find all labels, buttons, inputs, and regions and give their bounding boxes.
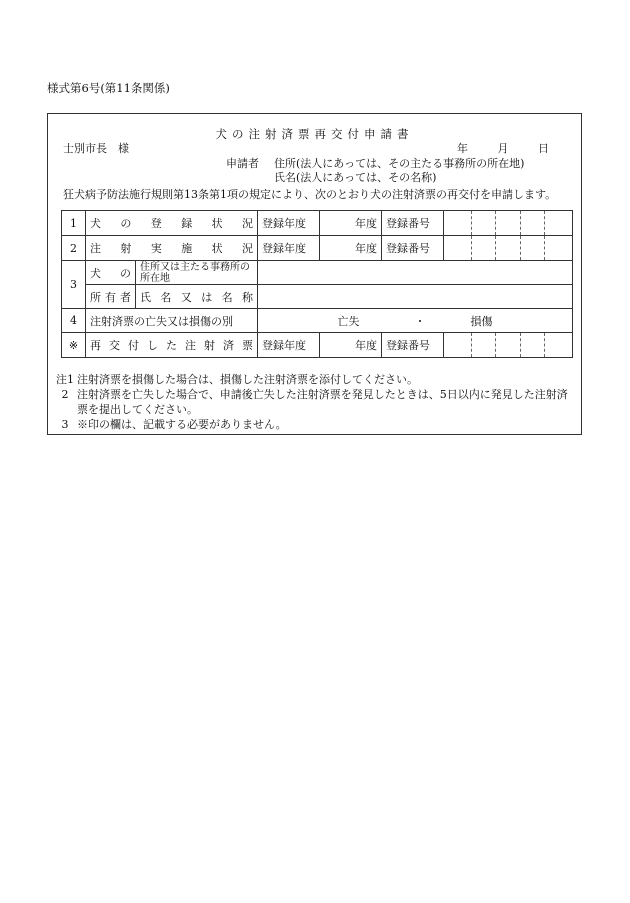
- application-form: [47, 113, 582, 435]
- fiscal-year-field[interactable]: 年度: [320, 333, 382, 358]
- note-item: 注1 注射済票を損傷した場合は、損傷した注射済票を添付してください。: [56, 373, 418, 386]
- application-table: [61, 210, 573, 358]
- date-field[interactable]: [431, 140, 549, 156]
- row-number: ※: [62, 333, 86, 358]
- registration-number-label: 登録番号: [382, 236, 444, 261]
- table-row: [62, 211, 573, 236]
- row-number: 3: [62, 261, 86, 309]
- option-separator: ・: [414, 314, 426, 328]
- owner-group-label-2: 所有者: [86, 285, 136, 309]
- notes: [53, 372, 578, 432]
- table-row: [62, 333, 573, 358]
- applicant-label: 申請者: [226, 157, 259, 170]
- owner-name-field[interactable]: [258, 285, 573, 309]
- registration-number-field[interactable]: [444, 333, 573, 358]
- year-label: 年: [457, 142, 468, 155]
- option-lost[interactable]: 亡失: [337, 314, 360, 328]
- owner-name-label: 氏名又は名称: [136, 285, 258, 309]
- fiscal-year-field[interactable]: 年度: [320, 236, 382, 261]
- injection-status-label: 注射実施状況: [86, 236, 258, 261]
- registration-number-field[interactable]: [444, 236, 573, 261]
- owner-group-label-1: 犬の: [86, 261, 136, 285]
- addressee: 士別市長 様: [63, 142, 129, 155]
- registration-year-label: 登録年度: [258, 333, 320, 358]
- applicant-address-label[interactable]: 住所(法人にあっては、その主たる事務所の所在地): [274, 157, 525, 170]
- applicant-name-label[interactable]: 氏名(法人にあっては、その名称): [274, 171, 437, 184]
- registration-year-label: 登録年度: [258, 211, 320, 236]
- row-number: 2: [62, 236, 86, 261]
- registration-number-label: 登録番号: [382, 333, 444, 358]
- option-damaged[interactable]: 損傷: [470, 314, 493, 328]
- table-row: [62, 309, 573, 333]
- table-row: [62, 285, 573, 309]
- dog-registration-label: 犬の登録状況: [86, 211, 258, 236]
- table-row: [62, 261, 573, 285]
- note-item: 2 注射済票を亡失した場合で、申請後亡失した注射済票を発見したときは、5日以内に発見した注射済票を提出してください。: [61, 388, 568, 416]
- month-label: 月: [497, 142, 509, 155]
- row-number: 4: [62, 309, 86, 333]
- loss-damage-label: 注射済票の亡失又は損傷の別: [86, 309, 258, 333]
- owner-address-field[interactable]: [258, 261, 573, 285]
- applicant-block: [226, 157, 524, 185]
- registration-year-label: 登録年度: [258, 236, 320, 261]
- registration-number-field[interactable]: [444, 211, 573, 236]
- reissued-tag-label: 再交付した注射済票: [86, 333, 258, 358]
- registration-number-label: 登録番号: [382, 211, 444, 236]
- owner-address-label: 住所又は主たる事務所の所在地: [136, 261, 258, 285]
- row-number: 1: [62, 211, 86, 236]
- form-title: 犬の注射済票再交付申請書: [215, 127, 414, 141]
- day-label: 日: [538, 142, 549, 155]
- fiscal-year-field[interactable]: 年度: [320, 211, 382, 236]
- intro-text: 狂犬病予防法施行規則第13条第1項の規定により、次のとおり犬の注射済票の再交付を申請します。: [63, 188, 557, 201]
- form-number: 様式第6号(第11条関係): [47, 81, 170, 95]
- loss-damage-choice[interactable]: [258, 309, 573, 333]
- table-row: [62, 236, 573, 261]
- note-item: 3 ※印の欄は、記載する必要がありません。: [61, 418, 287, 431]
